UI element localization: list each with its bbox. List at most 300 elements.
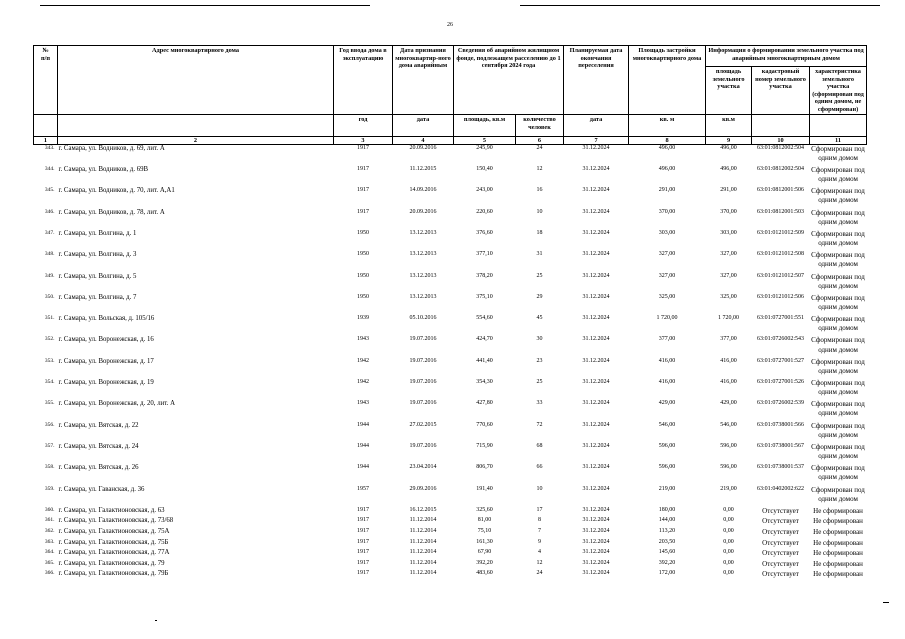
header-recognized: Дата признания многоквартир-ного дома аварийным — [393, 46, 454, 115]
row-year: 1942 — [357, 379, 369, 386]
row-date: 29.09.2016 — [409, 485, 437, 492]
row-address: г. Самара, ул. Водников, д. 70, лит. А,А1 — [58, 187, 175, 195]
row-number — [34, 336, 58, 357]
row-number — [34, 294, 58, 315]
row-people: 33 — [536, 400, 543, 407]
page-number: 26 — [447, 22, 453, 28]
top-rule-left — [40, 5, 370, 6]
row-address: г. Самара, ул. Водников, д. 78, лит. А — [58, 208, 165, 216]
row-land-area: 1 720,00 — [718, 315, 740, 322]
row-number-text: 346. — [44, 208, 55, 215]
row-build-area: 416,00 — [658, 357, 676, 364]
row-people: 30 — [536, 336, 543, 343]
col-number: 9 — [706, 137, 752, 145]
row-area: 377,10 — [476, 251, 493, 258]
row-people: 17 — [536, 506, 543, 513]
row-build-area: 327,00 — [658, 251, 676, 258]
table-row — [34, 539, 867, 550]
row-area: 81,00 — [477, 517, 492, 524]
row-number-text: 350. — [44, 293, 55, 300]
table-row — [34, 443, 867, 464]
row-build-area: 145,60 — [658, 549, 676, 556]
row-address: г. Самара, ул. Воронежская, д. 17 — [58, 357, 154, 365]
row-land-area: 416,00 — [720, 379, 737, 386]
row-year: 1950 — [357, 229, 369, 236]
row-cadastral: 63:01:0727001:551 — [757, 315, 805, 322]
row-character: Сформирован под одним домом — [811, 272, 865, 290]
row-number — [34, 273, 58, 294]
row-date: 11.12.2014 — [409, 538, 437, 545]
row-cadastral: 63:01:0121012:508 — [757, 251, 805, 258]
header-emergency: Сведения об аварийном жилищном фонде, подлежащем расселению до 1 сентября 2024 года — [454, 46, 564, 115]
row-people: 24 — [536, 145, 543, 152]
row-land-area: 327,00 — [720, 272, 737, 279]
header-planned: Планируемая дата окончания переселения — [564, 46, 629, 115]
row-character: Не сформирован — [813, 538, 863, 547]
row-year: 1917 — [357, 570, 369, 577]
table-row — [34, 422, 867, 443]
row-land-area: 377,00 — [720, 336, 737, 343]
row-address: г. Самара, ул. Водников, д. 69, лит. А — [58, 145, 165, 153]
row-number — [34, 358, 58, 379]
row-number-text: 360. — [44, 506, 55, 513]
row-plan-date: 31.12.2024 — [582, 379, 610, 386]
row-date: 11.12.2014 — [409, 528, 437, 535]
row-number-text: 345. — [44, 187, 55, 194]
row-address: г. Самара, ул. Гаванская, д. 36 — [58, 485, 145, 493]
row-area: 375,10 — [476, 293, 493, 300]
row-land-area: 327,00 — [720, 251, 737, 258]
row-area: 150,40 — [476, 166, 493, 173]
row-character: Сформирован под одним домом — [811, 229, 865, 248]
row-number — [34, 251, 58, 272]
row-number-text: 348. — [44, 251, 55, 258]
row-build-area: 377,00 — [658, 336, 676, 343]
row-character: Сформирован под одним домом — [811, 166, 865, 184]
row-year: 1917 — [357, 506, 369, 513]
top-rule-right — [520, 5, 880, 6]
row-people: 31 — [536, 251, 543, 258]
row-year: 1944 — [357, 464, 369, 471]
row-number-text: 354. — [44, 379, 55, 386]
row-number — [34, 528, 58, 539]
row-character: Сформирован под одним домом — [811, 421, 865, 439]
column-number-row — [34, 137, 867, 145]
row-character: Сформирован под одним домом — [811, 485, 865, 503]
row-number — [34, 230, 58, 251]
row-address: г. Самара, ул. Волгина, д. 3 — [58, 251, 137, 259]
row-year: 1950 — [357, 293, 369, 300]
row-character: Сформирован под одним домом — [811, 315, 865, 333]
row-address: г. Самара, ул. Вятская, д. 22 — [58, 421, 139, 429]
margin-mark — [883, 602, 889, 603]
header-num: № п/п — [34, 46, 58, 115]
row-plan-date: 31.12.2024 — [582, 293, 610, 300]
row-plan-date: 31.12.2024 — [582, 229, 610, 236]
row-address: г. Самара, ул. Галактионовская, д. 73/68 — [58, 517, 174, 525]
row-number-text: 352. — [44, 336, 55, 343]
row-cadastral: Отсутствует — [762, 570, 799, 579]
col-number: 3 — [334, 137, 393, 145]
row-address: г. Самара, ул. Галактионовская, д. 79 — [58, 559, 165, 567]
row-area: 806,70 — [476, 464, 493, 471]
row-area: 67,90 — [477, 549, 492, 556]
row-plan-date: 31.12.2024 — [582, 208, 610, 215]
row-character: Не сформирован — [813, 570, 863, 579]
row-number — [34, 486, 58, 507]
row-number — [34, 507, 58, 518]
row-area: 376,60 — [476, 229, 493, 236]
row-people: 25 — [536, 272, 543, 279]
row-address: г. Самара, ул. Воронежская, д. 20, лит. А — [58, 400, 176, 408]
row-land-area: 0,00 — [723, 570, 734, 577]
row-address: г. Самара, ул. Вятская, д. 24 — [58, 442, 139, 450]
row-date: 13.12.2013 — [409, 272, 437, 279]
row-area: 191,40 — [476, 485, 493, 492]
col-number: 2 — [58, 137, 334, 145]
row-address: г. Самара, ул. Волгина, д. 7 — [58, 293, 137, 301]
row-number-text: 361. — [44, 517, 55, 524]
row-number — [34, 209, 58, 230]
col-number: 4 — [393, 137, 454, 145]
row-plan-date: 31.12.2024 — [582, 464, 610, 471]
row-land-area: 0,00 — [723, 528, 734, 535]
row-people: 24 — [536, 570, 543, 577]
row-land-area: 370,00 — [720, 208, 737, 215]
row-number-text: 359. — [44, 485, 55, 492]
row-plan-date: 31.12.2024 — [582, 485, 610, 492]
row-number — [34, 166, 58, 187]
unit-date: дата — [393, 115, 454, 137]
margin-mark — [155, 620, 157, 621]
row-people: 18 — [536, 229, 543, 236]
row-date: 16.12.2015 — [409, 506, 437, 513]
row-people: 25 — [536, 379, 543, 386]
row-number — [34, 379, 58, 400]
row-character: Сформирован под одним домом — [811, 379, 865, 397]
row-cadastral: 63:01:0727001:526 — [757, 379, 805, 386]
row-date: 11.12.2014 — [409, 517, 437, 524]
row-people: 10 — [536, 485, 543, 492]
row-number-text: 366. — [44, 570, 55, 577]
row-build-area: 325,00 — [658, 293, 676, 300]
table-row — [34, 209, 867, 230]
table-row — [34, 486, 867, 507]
row-land-area: 325,00 — [720, 293, 737, 300]
row-build-area: 180,00 — [658, 506, 676, 513]
row-year: 1944 — [357, 421, 369, 428]
row-area: 770,60 — [476, 421, 493, 428]
row-address: г. Самара, ул. Галактионовская, д. 77А — [58, 549, 170, 557]
row-cadastral: 63:01:0738001:537 — [757, 464, 805, 471]
row-build-area: 370,00 — [658, 208, 676, 215]
row-number-text: 344. — [44, 166, 55, 173]
row-build-area: 291,00 — [658, 187, 676, 194]
row-number-text: 362. — [44, 528, 55, 535]
row-year: 1939 — [357, 315, 369, 322]
row-date: 20.09.2016 — [409, 208, 437, 215]
row-character: Сформирован под одним домом — [811, 251, 865, 269]
row-number — [34, 549, 58, 560]
col-number: 11 — [810, 137, 867, 145]
row-number — [34, 443, 58, 464]
row-build-area: 416,00 — [658, 379, 676, 386]
row-build-area: 496,00 — [658, 166, 676, 173]
row-build-area: 429,00 — [658, 400, 676, 407]
row-date: 19.07.2016 — [409, 442, 437, 449]
row-area: 715,90 — [476, 442, 493, 449]
row-character: Сформирован под одним домом — [811, 400, 865, 418]
row-address: г. Самара, ул. Вольская, д. 105/16 — [58, 315, 155, 323]
row-year: 1917 — [357, 538, 369, 545]
row-address: г. Самара, ул. Вятская, д. 26 — [58, 464, 139, 472]
row-build-area: 203,50 — [658, 538, 676, 545]
row-people: 45 — [536, 315, 543, 322]
row-number — [34, 315, 58, 336]
table-row — [34, 336, 867, 357]
row-number — [34, 517, 58, 528]
row-plan-date: 31.12.2024 — [582, 506, 610, 513]
table-row — [34, 379, 867, 400]
row-address: г. Самара, ул. Галактионовская, д. 63 — [58, 506, 165, 514]
row-cadastral: Отсутствует — [762, 538, 799, 547]
row-number — [34, 464, 58, 485]
row-number-text: 343. — [44, 145, 55, 152]
row-plan-date: 31.12.2024 — [582, 559, 610, 566]
row-people: 10 — [536, 208, 543, 215]
row-area: 392,20 — [476, 559, 493, 566]
row-address: г. Самара, ул. Галактионовская, д. 75Б — [58, 538, 169, 546]
row-cadastral: 63:01:0121012:509 — [757, 229, 805, 236]
row-land-area: 0,00 — [723, 559, 734, 566]
register-table — [33, 45, 867, 581]
row-cadastral: 63:01:0738001:566 — [757, 421, 805, 428]
col-number: 5 — [454, 137, 516, 145]
row-area: 378,20 — [476, 272, 493, 279]
row-plan-date: 31.12.2024 — [582, 145, 610, 152]
row-area: 243,00 — [476, 187, 493, 194]
row-character: Сформирован под одним домом — [811, 293, 865, 311]
row-number-text: 347. — [44, 229, 55, 236]
row-build-area: 303,00 — [658, 229, 676, 236]
row-number-text: 351. — [44, 315, 55, 322]
row-year: 1942 — [357, 357, 369, 364]
row-number-text: 349. — [44, 272, 55, 279]
table-row — [34, 358, 867, 379]
row-cadastral: Отсутствует — [762, 549, 799, 558]
col-number: 8 — [629, 137, 706, 145]
row-area: 325,60 — [476, 506, 493, 513]
row-character: Сформирован под одним домом — [811, 442, 865, 461]
row-people: 66 — [536, 464, 543, 471]
table-row — [34, 230, 867, 251]
row-land-area: 596,00 — [720, 442, 737, 449]
row-land-area: 429,00 — [720, 400, 737, 407]
row-plan-date: 31.12.2024 — [582, 517, 610, 524]
row-cadastral: 63:01:0738001:567 — [757, 442, 805, 449]
header-character: характеристика земельного участка (сформирован под одним домом, не сформирован) — [810, 67, 867, 115]
row-date: 19.07.2016 — [409, 357, 437, 364]
row-plan-date: 31.12.2024 — [582, 336, 610, 343]
unit-sqm2: кв.м — [706, 115, 752, 137]
row-plan-date: 31.12.2024 — [582, 166, 610, 173]
row-area: 75,10 — [477, 528, 492, 535]
row-year: 1917 — [357, 166, 369, 173]
row-cadastral: Отсутствует — [762, 528, 799, 537]
row-build-area: 113,20 — [658, 528, 676, 535]
row-land-area: 0,00 — [723, 549, 734, 556]
row-date: 13.12.2013 — [409, 293, 437, 300]
row-plan-date: 31.12.2024 — [582, 251, 610, 258]
row-date: 11.12.2014 — [409, 549, 437, 556]
row-area: 220,60 — [476, 208, 493, 215]
col-number: 7 — [564, 137, 629, 145]
row-address: г. Самара, ул. Галактионовская, д. 75А — [58, 528, 170, 536]
row-date: 11.12.2014 — [409, 559, 437, 566]
header-land: Информация о формировании земельного участка под аварийным многоквартирным домом — [706, 46, 867, 67]
row-build-area: 327,00 — [658, 272, 676, 279]
row-area: 245,90 — [476, 145, 493, 152]
row-date: 05.10.2016 — [409, 315, 437, 322]
row-date: 14.09.2016 — [409, 187, 437, 194]
row-area: 427,80 — [476, 400, 493, 407]
table-row — [34, 273, 867, 294]
row-build-area: 144,00 — [658, 517, 676, 524]
row-year: 1943 — [357, 400, 369, 407]
col-number: 1 — [34, 137, 58, 145]
row-people: 68 — [536, 442, 543, 449]
unit-plan-date: дата — [564, 115, 629, 137]
unit-people: количество человек — [516, 115, 564, 137]
row-area: 354,30 — [476, 379, 493, 386]
row-year: 1943 — [357, 336, 369, 343]
row-number — [34, 560, 58, 571]
row-plan-date: 31.12.2024 — [582, 421, 610, 428]
header-address: Адрес многоквартирного дома — [58, 46, 334, 115]
row-cadastral: 63:01:0812002:504 — [757, 166, 805, 173]
row-year: 1917 — [357, 549, 369, 556]
row-number-text: 363. — [44, 538, 55, 545]
table-row — [34, 570, 867, 581]
row-cadastral: 63:01:0402002:622 — [757, 485, 805, 492]
row-cadastral: 63:01:0812001:506 — [757, 187, 805, 194]
row-plan-date: 31.12.2024 — [582, 570, 610, 577]
row-land-area: 219,00 — [720, 485, 737, 492]
row-year: 1917 — [357, 208, 369, 215]
row-address: г. Самара, ул. Воронежская, д. 16 — [58, 336, 154, 344]
row-plan-date: 31.12.2024 — [582, 357, 610, 364]
row-build-area: 496,00 — [658, 145, 676, 152]
row-year: 1917 — [357, 517, 369, 524]
row-people: 72 — [536, 421, 543, 428]
row-address: г. Самара, ул. Воронежская, д. 19 — [58, 379, 154, 387]
row-plan-date: 31.12.2024 — [582, 187, 610, 194]
row-year: 1917 — [357, 528, 369, 535]
row-cadastral: Отсутствует — [762, 559, 799, 568]
header-area: Площадь застройки многоквартирного дома — [629, 46, 706, 115]
row-number — [34, 400, 58, 421]
row-build-area: 392,20 — [658, 559, 676, 566]
row-number-text: 365. — [44, 559, 55, 566]
row-year: 1917 — [357, 559, 369, 566]
row-date: 13.12.2013 — [409, 229, 437, 236]
row-land-area: 303,00 — [720, 229, 737, 236]
col-number: 6 — [516, 137, 564, 145]
row-year: 1944 — [357, 442, 369, 449]
row-build-area: 596,00 — [658, 442, 676, 449]
table-row — [34, 400, 867, 421]
row-people: 8 — [538, 517, 541, 524]
row-number — [34, 145, 58, 166]
row-character: Сформирован под одним домом — [811, 357, 865, 375]
row-number — [34, 539, 58, 550]
row-people: 4 — [538, 549, 541, 556]
header-cadastral: кадастровый номер земельного участка — [752, 67, 810, 115]
unit-sqm: кв. м — [629, 115, 706, 137]
row-land-area: 596,00 — [720, 464, 737, 471]
row-date: 20.09.2016 — [409, 145, 437, 152]
row-cadastral: Отсутствует — [762, 506, 799, 515]
row-number — [34, 187, 58, 208]
row-land-area: 496,00 — [720, 145, 737, 152]
row-area: 424,70 — [476, 336, 493, 343]
row-people: 7 — [538, 528, 541, 535]
row-address: г. Самара, ул. Волгина, д. 1 — [58, 229, 137, 237]
row-character: Не сформирован — [813, 528, 863, 537]
row-land-area: 546,00 — [720, 421, 737, 428]
row-address: г. Самара, ул. Водников, д. 69В — [58, 166, 149, 174]
row-area: 441,40 — [476, 357, 493, 364]
row-people: 23 — [536, 357, 543, 364]
table-row — [34, 187, 867, 208]
row-area: 483,60 — [476, 570, 493, 577]
row-year: 1957 — [357, 485, 369, 492]
row-date: 19.07.2016 — [409, 379, 437, 386]
row-year: 1950 — [357, 251, 369, 258]
row-people: 29 — [536, 293, 543, 300]
row-character: Не сформирован — [813, 517, 863, 526]
row-cadastral: 63:01:0727001:527 — [757, 357, 805, 364]
row-area: 161,30 — [476, 538, 493, 545]
row-people: 12 — [536, 559, 543, 566]
row-character: Сформирован под одним домом — [811, 187, 865, 205]
row-people: 16 — [536, 187, 543, 194]
row-area: 554,60 — [476, 315, 493, 322]
row-date: 11.12.2015 — [409, 166, 437, 173]
row-build-area: 219,00 — [658, 485, 676, 492]
col-number: 10 — [752, 137, 810, 145]
row-plan-date: 31.12.2024 — [582, 272, 610, 279]
row-year: 1917 — [357, 145, 369, 152]
row-land-area: 0,00 — [723, 506, 734, 513]
table-row — [34, 315, 867, 336]
row-land-area: 416,00 — [720, 357, 737, 364]
table-row — [34, 464, 867, 485]
row-cadastral: 63:01:0726002:539 — [757, 400, 805, 407]
row-plan-date: 31.12.2024 — [582, 528, 610, 535]
row-address: г. Самара, ул. Волгина, д. 5 — [58, 272, 137, 280]
row-date: 13.12.2013 — [409, 251, 437, 258]
row-character: Сформирован под одним домом — [811, 145, 865, 163]
row-land-area: 0,00 — [723, 517, 734, 524]
row-address: г. Самара, ул. Галактионовская, д. 79Б — [58, 570, 169, 578]
row-cadastral: 63:01:0812001:503 — [757, 208, 805, 215]
row-number-text: 355. — [44, 400, 55, 407]
row-cadastral: Отсутствует — [762, 517, 799, 526]
table-row — [34, 145, 867, 166]
row-cadastral: 63:01:0812002:504 — [757, 145, 805, 152]
row-character: Не сформирован — [813, 506, 863, 515]
